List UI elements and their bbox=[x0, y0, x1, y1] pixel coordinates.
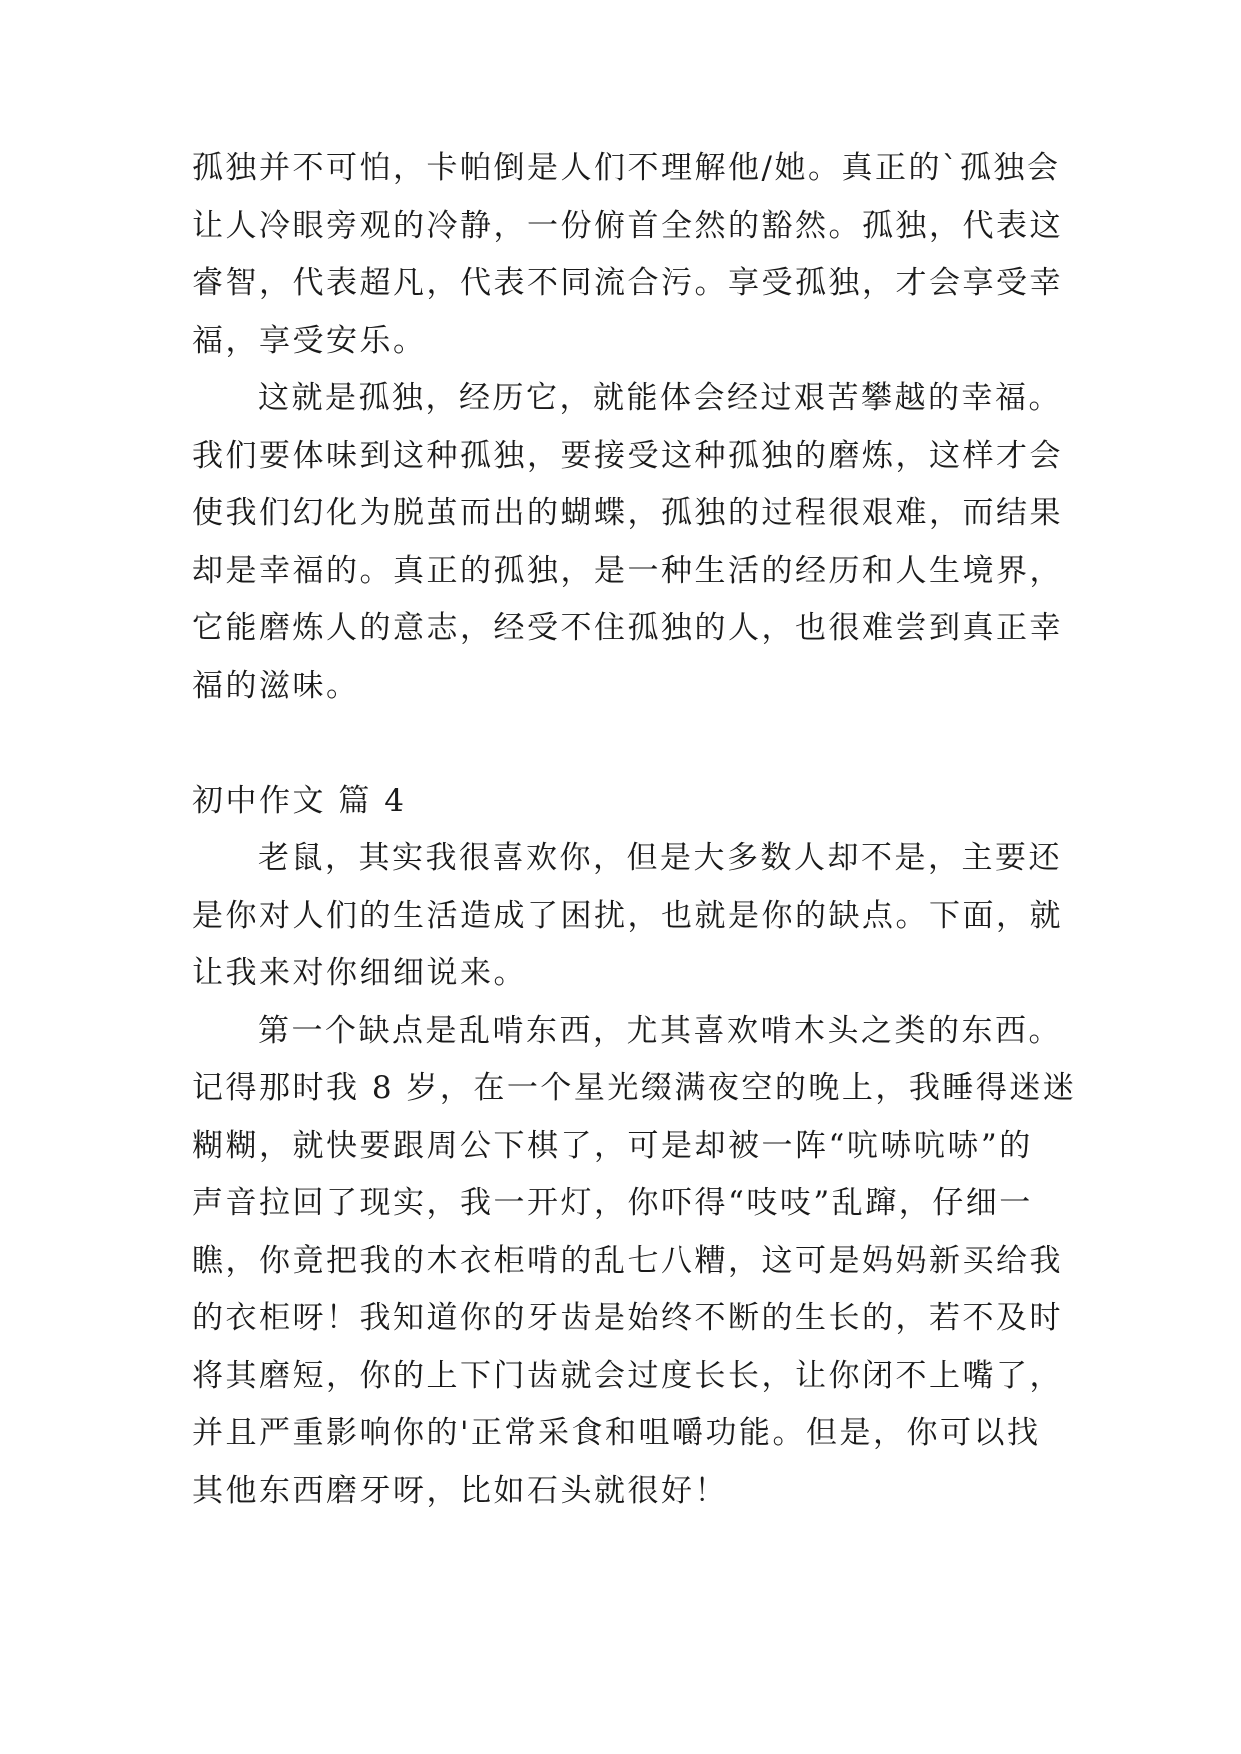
paragraph-1-line-3: 睿智，代表超凡，代表不同流合污。享受孤独，才会享受幸 bbox=[192, 265, 1063, 301]
paragraph-4-line-3: 糊糊，就快要跟周公下棋了，可是却被一阵“吭哧吭哧”的 bbox=[192, 1128, 1033, 1164]
paragraph-3-line-1: 老鼠，其实我很喜欢你，但是大多数人却不是，主要还 bbox=[258, 840, 1062, 876]
paragraph-4-line-2: 记得那时我 8 岁，在一个星光缀满夜空的晚上，我睡得迷迷 bbox=[192, 1070, 1077, 1106]
paragraph-2-line-2: 我们要体味到这种孤独，要接受这种孤独的磨炼，这样才会 bbox=[192, 438, 1063, 474]
paragraph-2-line-4: 却是幸福的。真正的孤独，是一种生活的经历和人生境界， bbox=[192, 553, 1063, 589]
paragraph-4-line-7: 将其磨短，你的上下门齿就会过度长长，让你闭不上嘴了， bbox=[192, 1358, 1063, 1394]
paragraph-2-line-3: 使我们幻化为脱茧而出的蝴蝶，孤独的过程很艰难，而结果 bbox=[192, 495, 1063, 531]
paragraph-4-line-5: 瞧，你竟把我的木衣柜啃的乱七八糟，这可是妈妈新买给我 bbox=[192, 1243, 1063, 1279]
paragraph-4-line-8: 并且严重影响你的'正常采食和咀嚼功能。但是，你可以找 bbox=[192, 1415, 1041, 1451]
paragraph-3-line-2: 是你对人们的生活造成了困扰，也就是你的缺点。下面，就 bbox=[192, 898, 1063, 934]
paragraph-4-line-4: 声音拉回了现实，我一开灯，你吓得“吱吱”乱蹿，仔细一 bbox=[192, 1185, 1033, 1221]
paragraph-2-line-5: 它能磨炼人的意志，经受不住孤独的人，也很难尝到真正幸 bbox=[192, 610, 1063, 646]
paragraph-4-line-9: 其他东西磨牙呀，比如石头就很好！ bbox=[192, 1473, 728, 1509]
paragraph-1-line-1: 孤独并不可怕，卡帕倒是人们不理解他/她。真正的`孤独会 bbox=[192, 150, 1061, 186]
paragraph-4-line-6: 的衣柜呀！我知道你的牙齿是始终不断的生长的，若不及时 bbox=[192, 1300, 1063, 1336]
paragraph-2-line-1: 这就是孤独，经历它，就能体会经过艰苦攀越的幸福。 bbox=[258, 380, 1062, 416]
section-heading: 初中作文 篇 4 bbox=[192, 783, 407, 819]
paragraph-3-line-3: 让我来对你细细说来。 bbox=[192, 955, 527, 991]
paragraph-4-line-1: 第一个缺点是乱啃东西，尤其喜欢啃木头之类的东西。 bbox=[258, 1013, 1062, 1049]
paragraph-2-line-6: 福的滋味。 bbox=[192, 668, 360, 704]
paragraph-1-line-4: 福，享受安乐。 bbox=[192, 323, 427, 359]
paragraph-1-line-2: 让人冷眼旁观的冷静，一份俯首全然的豁然。孤独，代表这 bbox=[192, 208, 1063, 244]
